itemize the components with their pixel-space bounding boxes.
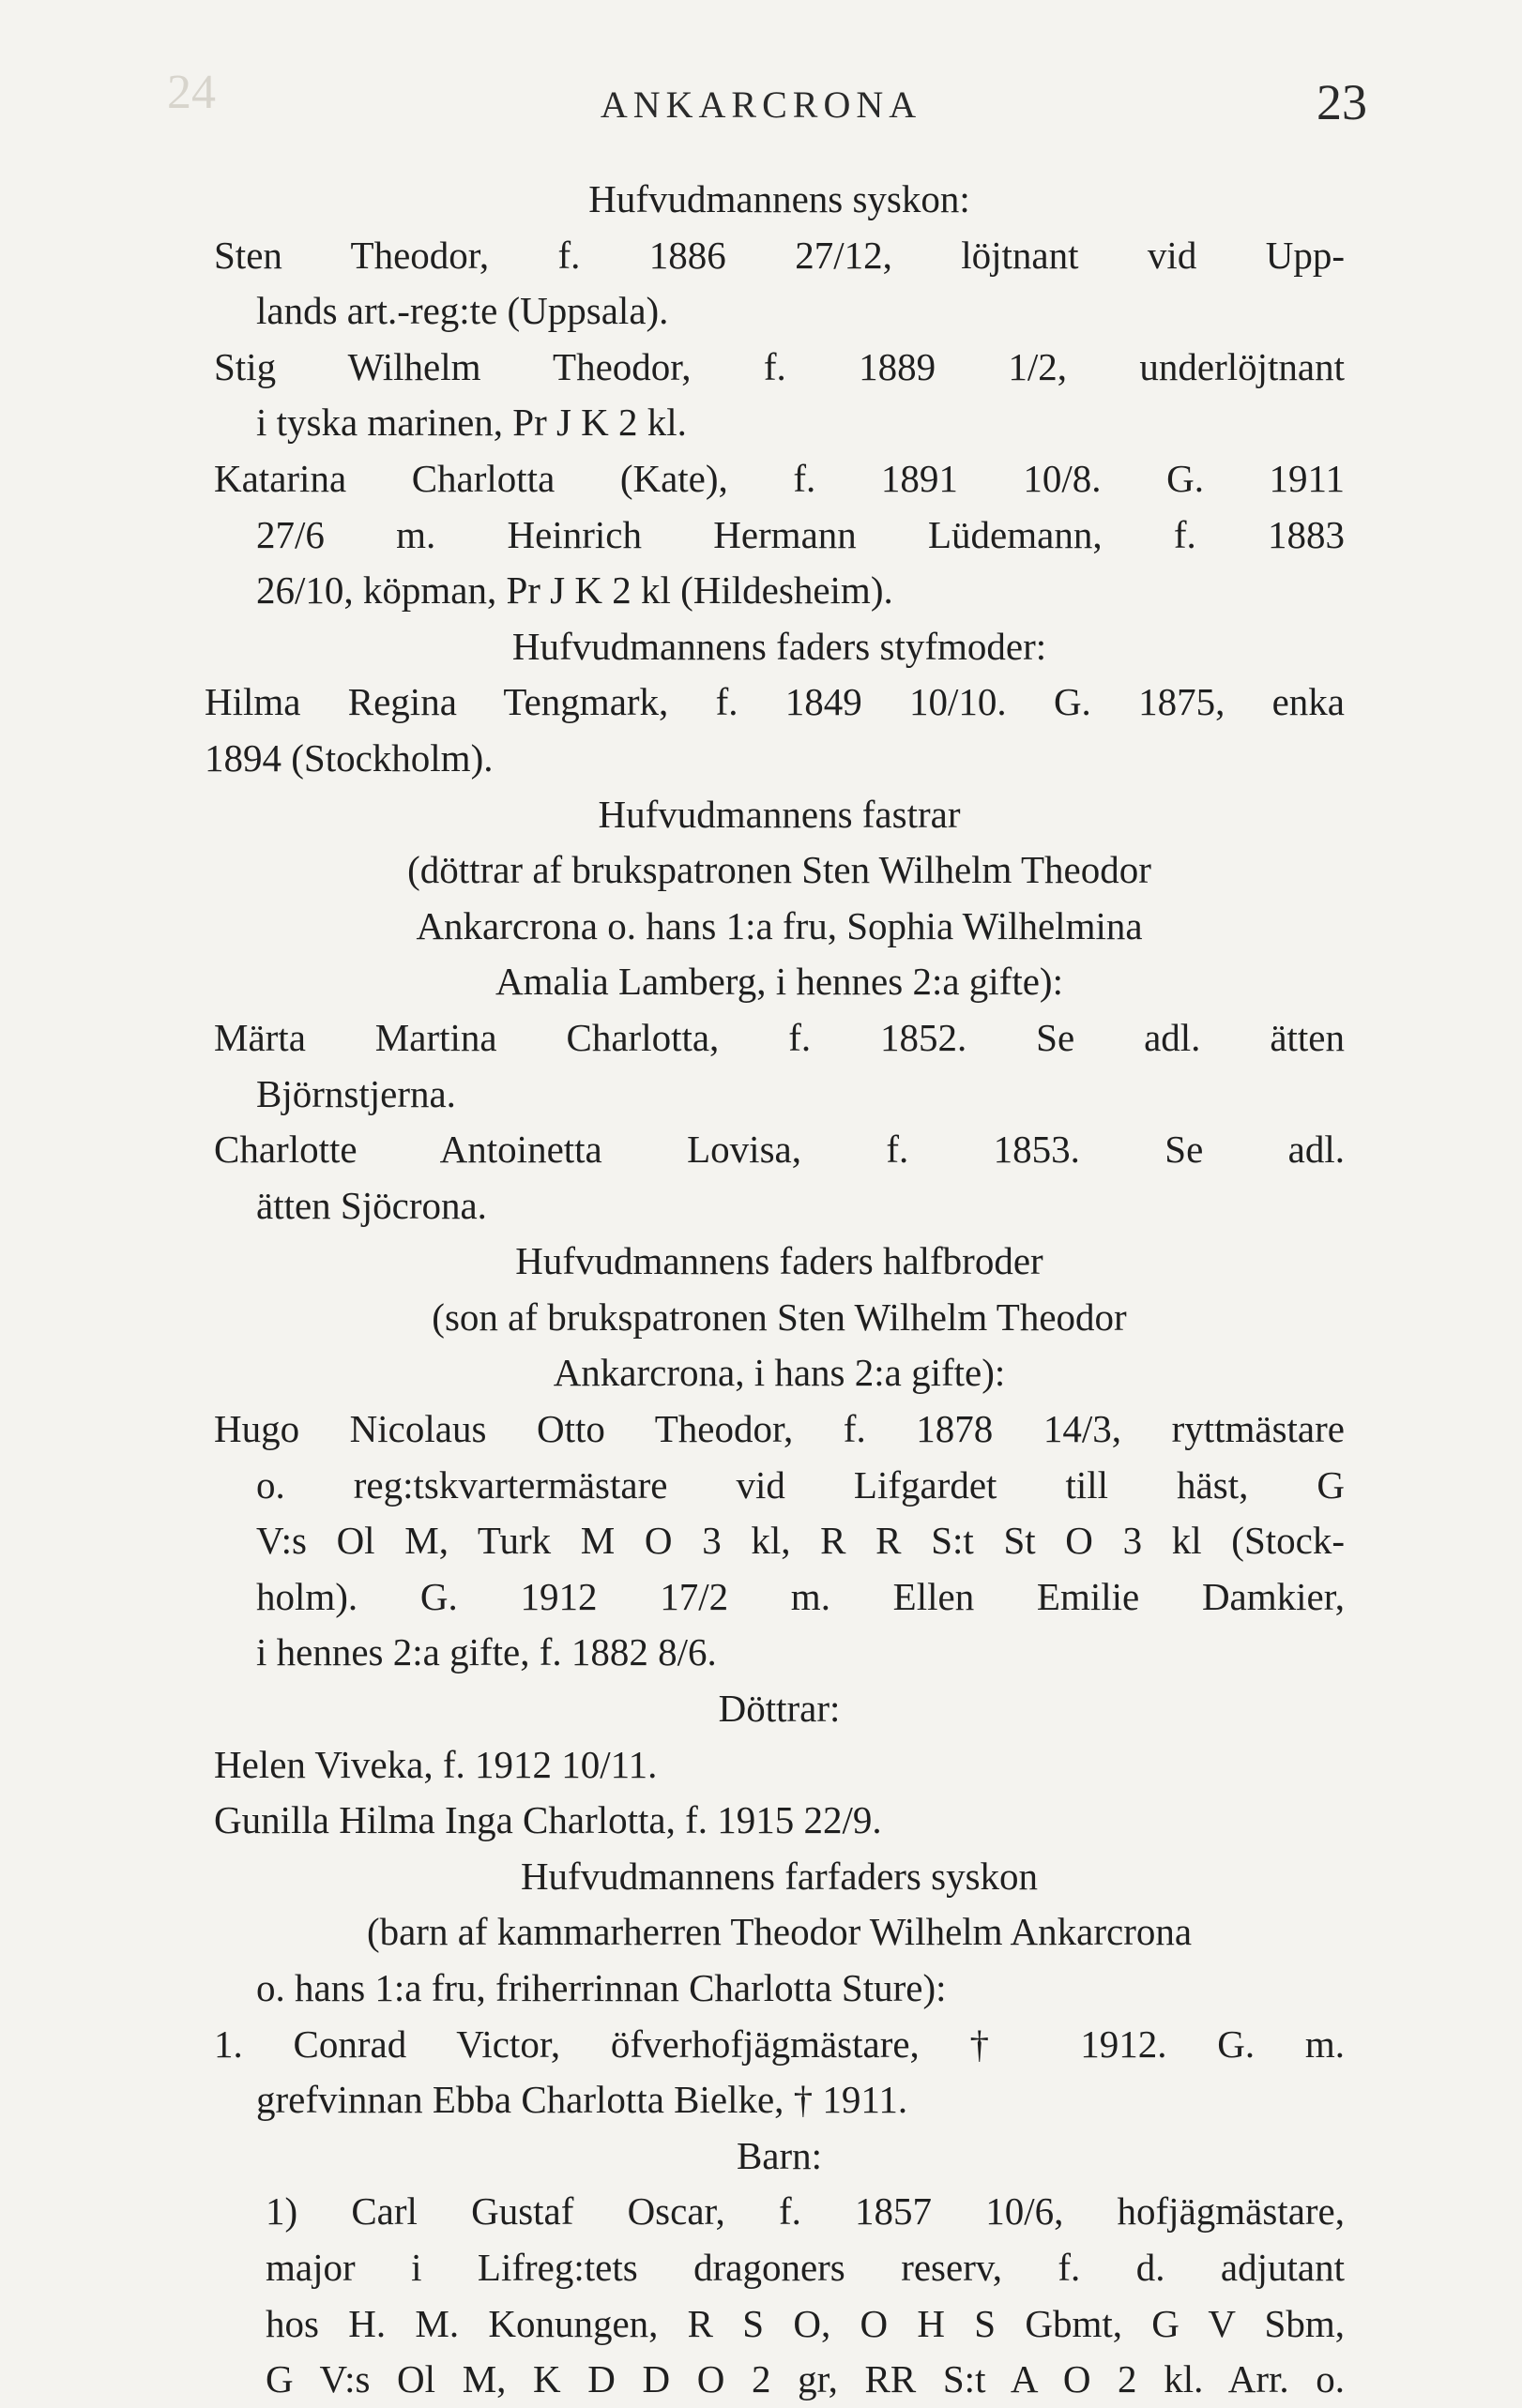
text-line: Katarina Charlotta (Kate), f. 1891 10/8. G. 1911 [214, 456, 1345, 500]
text-line: Sten Theodor, f. 1886 27/12, löjtnant vid Upp- [214, 233, 1345, 277]
text-line: Amalia Lamberg, i hennes 2:a gifte): [495, 960, 1063, 1004]
body-text [205, 172, 1345, 2408]
text-line: holm). G. 1912 17/2 m. Ellen Emilie Damkier, [256, 1574, 1345, 1618]
text-line: Charlotte Antoinetta Lovisa, f. 1853. Se adl. [214, 1128, 1345, 1172]
page-number: 23 [1317, 74, 1367, 130]
text-line: 27/6 m. Heinrich Hermann Lüdemann, f. 1883 [256, 512, 1345, 556]
text-line: Märta Martina Charlotta, f. 1852. Se adl. ätten [214, 1015, 1345, 1059]
text-line: Gunilla Hilma Inga Charlotta, f. 1915 22/9. [214, 1798, 882, 1842]
text-line: o. reg:tskvartermästare vid Lifgardet till häst, G [256, 1462, 1345, 1507]
section-heading: Hufvudmannens farfaders syskon [520, 1854, 1039, 1898]
text-line: Ankarcrona, i hans 2:a gifte): [553, 1351, 1006, 1395]
section-heading: Hufvudmannens fastrar [598, 792, 961, 836]
text-line: Hilma Regina Tengmark, f. 1849 10/10. G. 1875, enka [205, 680, 1345, 724]
text-line: Ankarcrona o. hans 1:a fru, Sophia Wilhelmina [416, 903, 1143, 947]
text-line: (döttrar af brukspatronen Sten Wilhelm Theodor [407, 848, 1151, 892]
numbered-entry: 1) Carl Gustaf Oscar, f. 1857 10/6, hofjägmästare, [266, 2189, 1345, 2234]
text-line: ätten Sjöcrona. [256, 1183, 487, 1227]
section-heading: Hufvudmannens faders halfbroder [515, 1239, 1043, 1283]
text-line: i hennes 2:a gifte, f. 1882 8/6. [256, 1630, 717, 1674]
numbered-entry: 1. Conrad Victor, öfverhofjägmästare, † 1912. G. m. [214, 2022, 1345, 2066]
text-line: Helen Viveka, f. 1912 10/11. [214, 1742, 658, 1786]
section-heading: Hufvudmannens faders styfmoder: [511, 624, 1047, 668]
text-line: Stig Wilhelm Theodor, f. 1889 1/2, underlöjtnant [214, 344, 1345, 388]
section-heading: Barn: [736, 2133, 823, 2177]
text-line: lands art.-reg:te (Uppsala). [256, 289, 669, 333]
text-line: i tyska marinen, Pr J K 2 kl. [256, 401, 687, 445]
text-line: (barn af kammarherren Theodor Wilhelm Ankarcrona [366, 1910, 1193, 1954]
text-line: 26/10, köpman, Pr J K 2 kl (Hildesheim). [256, 568, 893, 613]
section-heading: Döttrar: [718, 1687, 841, 1731]
text-line: Hugo Nicolaus Otto Theodor, f. 1878 14/3, ryttmästare [214, 1407, 1345, 1451]
text-line: (son af brukspatronen Sten Wilhelm Theodor [432, 1295, 1127, 1339]
text-line: hos H. M. Konungen, R S O, O H S Gbmt, G V Sbm, [266, 2301, 1345, 2345]
text-line: grefvinnan Ebba Charlotta Bielke, † 1911. [256, 2078, 908, 2122]
text-line: o. hans 1:a fru, friherrinnan Charlotta Sture): [256, 1966, 947, 2009]
text-line: V:s Ol M, Turk M O 3 kl, R R S:t St O 3 kl (Stock- [256, 1519, 1345, 1563]
text-line: G V:s Ol M, K D D O 2 gr, RR S:t A O 2 kl. Arr. o. [266, 2357, 1345, 2401]
running-title: ANKARCRONA [600, 83, 922, 126]
text-line: Björnstjerna. [256, 1071, 456, 1115]
show-through-page-number: 24 [167, 66, 216, 119]
text-line: major i Lifreg:tets dragoners reserv, f. d. adjutant [266, 2245, 1345, 2289]
section-heading: Hufvudmannens syskon: [588, 177, 970, 220]
text-line: 1894 (Stockholm). [205, 735, 494, 780]
